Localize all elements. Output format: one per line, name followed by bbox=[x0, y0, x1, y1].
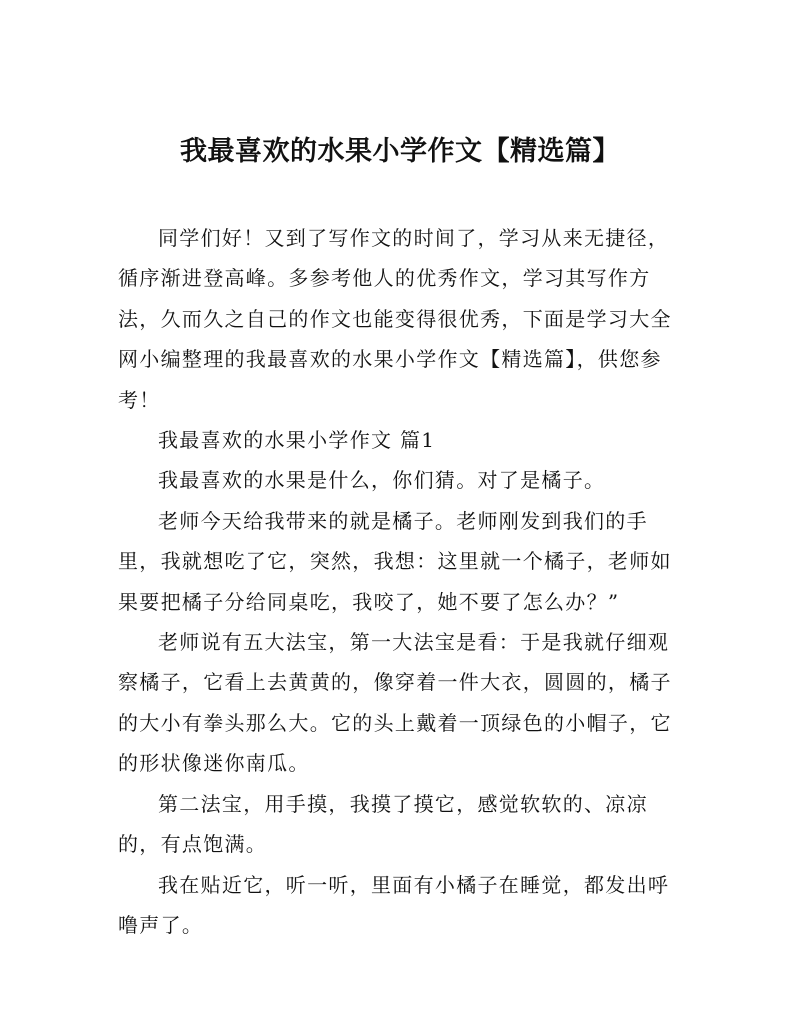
document-title: 我最喜欢的水果小学作文【精选篇】 bbox=[180, 136, 620, 167]
paragraph-intro: 同学们好！又到了写作文的时间了，学习从来无捷径，循序渐进登高峰。多参考他人的优秀作文，学习其写作方法，久而久之自己的作文也能变得很优秀，下面是学习大全网小编整理的我最喜欢的水果小学作文【精选篇】，供您参考！ bbox=[118, 226, 672, 412]
paragraph: 我最喜欢的水果是什么，你们猜。对了是橘子。 bbox=[158, 468, 606, 493]
document-body bbox=[118, 218, 684, 945]
paragraph: 第二法宝，用手摸，我摸了摸它，感觉软软的、凉凉的，有点饱满。 bbox=[118, 791, 648, 857]
section-heading: 我最喜欢的水果小学作文 篇1 bbox=[158, 428, 436, 453]
paragraph: 老师今天给我带来的就是橘子。老师刚发到我们的手里，我就想吃了它，突然，我想：这里就一个橘子，老师如果要把橘子分给同桌吃，我咬了，她不要了怎么办？” bbox=[118, 508, 672, 614]
paragraph: 老师说有五大法宝，第一大法宝是看：于是我就仔细观察橘子，它看上去黄黄的，像穿着一件大衣，圆圆的，橘子的大小有拳头那么大。它的头上戴着一顶绿色的小帽子，它的形状像迷你南瓜。 bbox=[118, 630, 672, 776]
paragraph: 我在贴近它，听一听，里面有小橘子在睡觉，都发出呼噜声了。 bbox=[118, 872, 670, 937]
